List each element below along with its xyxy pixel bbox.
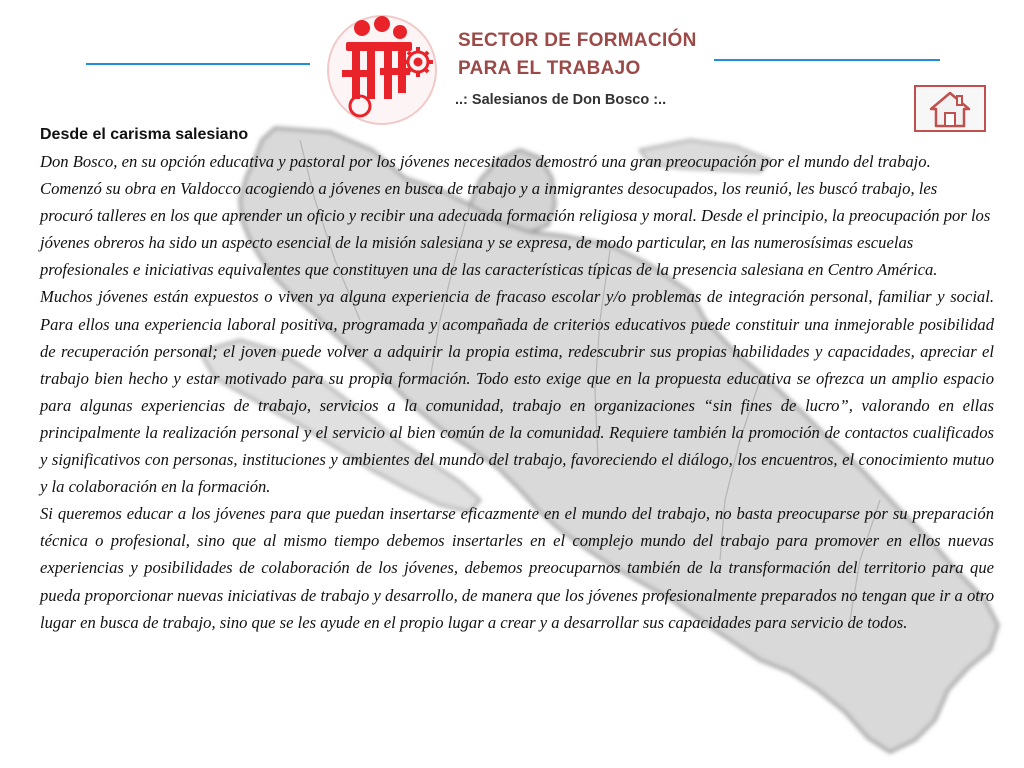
main-content	[40, 124, 994, 636]
home-icon	[928, 90, 972, 128]
paragraph-2: Comenzó su obra en Valdocco acogiendo a jóvenes en busca de trabajo y a inmigrantes desocupados, los reunió, les buscó trabajo, les procuró talleres en los que aprender un oficio y recibir una adecuada formación religiosa y moral. Desde el principio, la preocupación por los jóvenes obreros ha sido un aspecto esencial de la misión salesiana y se expresa, de modo particular, en las numerosísimas escuelas profesionales e iniciativas equivalentes que constituyen una de las características típicas de la presencia salesiana en Centro América.	[40, 179, 991, 280]
brand-subtitle: ..: Salesianos de Don Bosco :..	[455, 92, 667, 108]
paragraph-1: Don Bosco, en su opción educativa y pastoral por los jóvenes necesitados demostró una gran preocupación por el mundo del trabajo.	[40, 152, 931, 171]
header-line-left	[86, 63, 310, 65]
brand-title-line2: PARA EL TRABAJO	[458, 58, 641, 79]
home-button[interactable]	[914, 85, 986, 132]
header-line-right	[714, 59, 940, 61]
salesianos-logo	[322, 10, 450, 126]
paragraph-3: Muchos jóvenes están expuestos o viven ya alguna experiencia de fracaso escolar y/o problemas de integración personal, familiar y social. Para ellos una experiencia laboral positiva, programada y acompañada de criterios educativos puede constituir una inmejorable posibilidad de recuperación personal; el joven puede volver a adquirir la propia estima, redescubrir sus propias habilidades y capacidades, apreciar el trabajo bien hecho y estar motivado para su propia formación. Todo esto exige que en la propuesta educativa se ofrezca un amplio espacio para algunas experiencias de trabajo, servicios a la comunidad, trabajo en organizaciones “sin fines de lucro”, valorando en ellas principalmente la realización personal y el servicio al bien común de la comunidad. Requiere también la promoción de contactos cualificados y significativos con personas, instituciones y ambientes del mundo del trabajo, favoreciendo el diálogo, los encuentros, el conocimiento mutuo y la colaboración en la formación.	[40, 287, 994, 497]
brand-title-line1: SECTOR DE FORMACIÓN	[458, 30, 697, 51]
section-title: Desde el carisma salesiano	[40, 126, 249, 143]
paragraph-4: Si queremos educar a los jóvenes para que puedan insertarse eficazmente en el mundo del trabajo, no basta preocuparse por su preparación técnica o profesional, sino que al mismo tiempo debemos insertarles en el complejo mundo del trabajo para promover en ellos nuevas experiencias y posibilidades de colaboración de los jóvenes, debemos preocuparnos también de la transformación del territorio para que pueda proporcionar nuevas iniciativas de trabajo y desarrollo, de manera que los jóvenes profesionalmente preparados no tengan que ir a otro lugar en busca de trabajo, sino que se les ayude en el propio lugar a crear y a desarrollar sus capacidades para servicio de todos.	[40, 504, 994, 632]
